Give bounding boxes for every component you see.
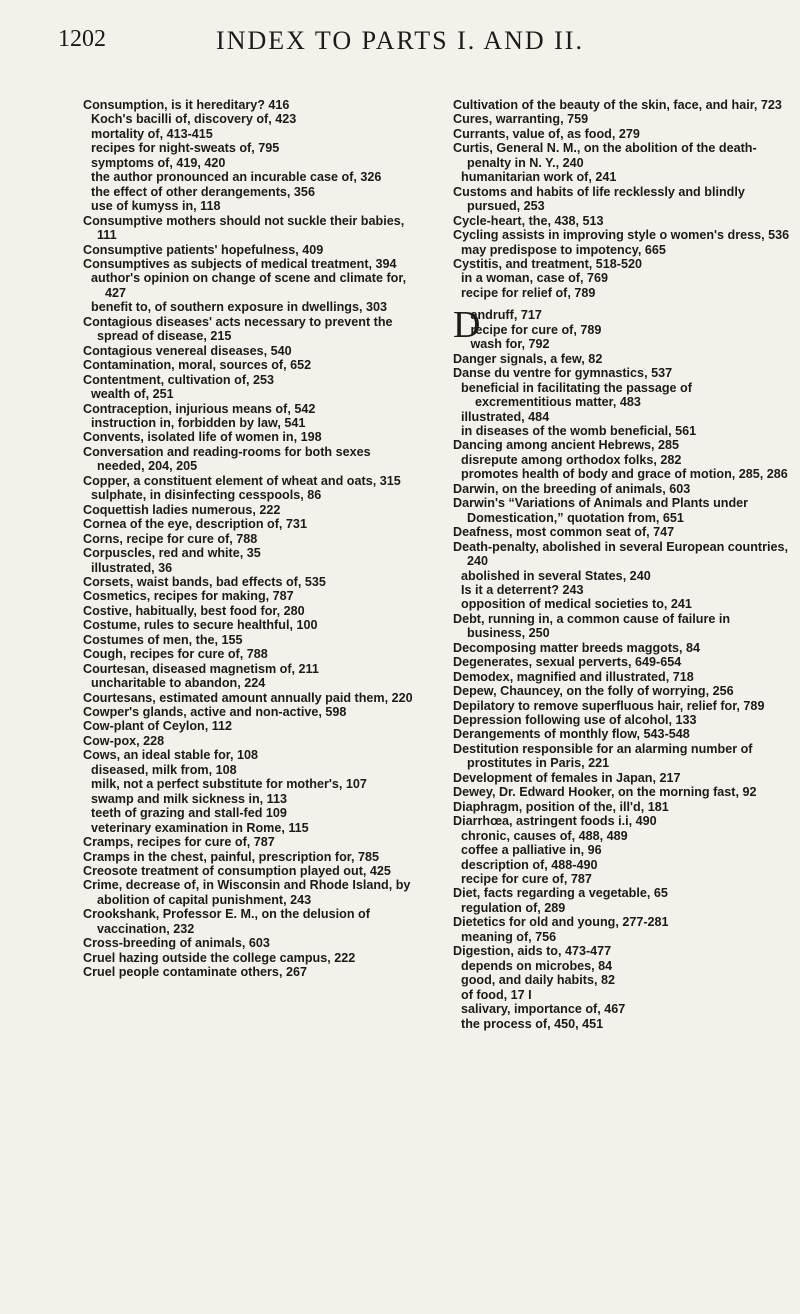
- index-entry: Cystitis, and treatment, 518-520: [453, 256, 642, 271]
- index-subentry: illustrated, 36: [91, 560, 173, 575]
- index-entry: Diaphragm, position of the, ill'd, 181: [453, 799, 669, 814]
- index-subentry: beneficial in facilitating the passage of excrementitious matter, 483: [461, 380, 692, 410]
- index-subentry: Koch's bacilli of, discovery of, 423: [91, 112, 297, 127]
- index-entry: Demodex, magnified and illustrated, 718: [453, 669, 694, 684]
- index-subentry: coffee a palliative in, 96: [461, 843, 602, 858]
- index-entry: Contamination, moral, sources of, 652: [83, 358, 312, 373]
- index-entry: Depew, Chauncey, on the folly of worrying, 256: [453, 684, 734, 699]
- index-entry: Contagious diseases' acts necessary to prevent the spread of disease, 215: [83, 314, 393, 344]
- index-entry: Consumptive patients' hopefulness, 409: [83, 242, 324, 257]
- index-subentry: meaning of, 756: [461, 929, 557, 944]
- index-subentry: chronic, causes of, 488, 489: [461, 828, 628, 843]
- index-entry: Darwin, on the breeding of animals, 603: [453, 481, 691, 496]
- index-entry: Crookshank, Professor E. M., on the delusion of vaccination, 232: [83, 907, 370, 936]
- index-entry: Creosote treatment of consumption played out, 425: [83, 864, 391, 879]
- index-subentry: salivary, importance of, 467: [461, 1002, 626, 1017]
- index-entry: Cross-breeding of animals, 603: [83, 936, 270, 951]
- running-title: INDEX TO PARTS I. AND II.: [216, 26, 584, 55]
- index-subentry: disrepute among orthodox folks, 282: [461, 452, 682, 467]
- index-entry: Cornea of the eye, description of, 731: [83, 517, 307, 532]
- index-entry: Consumptive mothers should not suckle their babies, 111: [83, 213, 405, 243]
- index-entry: Currants, value of, as food, 279: [453, 126, 640, 141]
- index-subentry: regulation of, 289: [461, 900, 566, 915]
- index-subentry: author's opinion on change of scene and climate for, 427: [91, 271, 407, 300]
- index-entry: Development of females in Japan, 217: [453, 770, 681, 785]
- index-entry: Corpuscles, red and white, 35: [83, 546, 261, 561]
- index-entry: Darwin's “Variations of Animals and Plants under Domestication,” quotation from, 651: [453, 496, 749, 525]
- index-entry: Curtis, General N. M., on the abolition of the death-penalty in N. Y., 240: [453, 141, 757, 170]
- index-subentry: abolished in several States, 240: [461, 568, 651, 583]
- index-subentry: illustrated, 484: [461, 409, 550, 424]
- index-column-right: [453, 98, 791, 1031]
- index-entry: Convents, isolated life of women in, 198: [83, 430, 322, 445]
- index-entry: Courtesan, diseased magnetism of, 211: [83, 661, 319, 676]
- index-subentry: opposition of medical societies to, 241: [461, 597, 692, 612]
- index-entry: Corns, recipe for cure of, 788: [83, 531, 258, 546]
- index-entry: Corsets, waist bands, bad effects of, 535: [83, 574, 326, 589]
- index-entry: Deafness, most common seat of, 747: [453, 525, 675, 540]
- index-entry: Dancing among ancient Hebrews, 285: [453, 438, 680, 453]
- index-entry: Courtesans, estimated amount annually paid them, 220: [83, 690, 413, 705]
- index-subentry: the author pronounced an incurable case of, 326: [91, 170, 382, 185]
- index-entry: Digestion, aids to, 473-477: [453, 944, 612, 959]
- index-entry: Derangements of monthly flow, 543-548: [453, 727, 690, 742]
- index-entry: Consumptives as subjects of medical treatment, 394: [83, 256, 397, 271]
- index-entry-text: andruff, 717: [470, 308, 542, 323]
- index-subentry: wash for, 792: [470, 337, 550, 352]
- index-entry: Crime, decrease of, in Wisconsin and Rhode Island, by abolition of capital punishment, 243: [83, 878, 411, 907]
- index-entry: Customs and habits of life recklessly and blindly pursued, 253: [453, 184, 745, 214]
- index-entry: Costive, habitually, best food for, 280: [83, 603, 305, 618]
- index-entry: Diet, facts regarding a vegetable, 65: [453, 886, 668, 901]
- index-subentry: instruction in, forbidden by law, 541: [91, 415, 306, 430]
- index-subentry: in a woman, case of, 769: [461, 271, 608, 286]
- index-subentry: uncharitable to abandon, 224: [91, 676, 266, 691]
- index-entry: Diarrhœa, astringent foods i.i, 490: [453, 814, 657, 829]
- index-subentry: depends on microbes, 84: [461, 958, 613, 973]
- index-entry: Coquettish ladies numerous, 222: [83, 502, 281, 517]
- index-column-left: [83, 98, 421, 980]
- index-entry: Cosmetics, recipes for making, 787: [83, 589, 294, 604]
- index-entry: Cows, an ideal stable for, 108: [83, 748, 258, 763]
- index-entry: Dietetics for old and young, 277-281: [453, 915, 669, 930]
- index-subentry: the effect of other derangements, 356: [91, 184, 315, 199]
- index-entry: Depression following use of alcohol, 133: [453, 713, 697, 728]
- index-subentry: veterinary examination in Rome, 115: [91, 820, 309, 835]
- index-entry: Cures, warranting, 759: [453, 112, 589, 127]
- index-entry: Cough, recipes for cure of, 788: [83, 647, 268, 662]
- index-entry: Cramps in the chest, painful, prescription for, 785: [83, 849, 380, 864]
- page-header: [58, 26, 742, 66]
- index-entry: Death-penalty, abolished in several European countries, 240: [453, 539, 788, 569]
- index-entry: Cruel hazing outside the college campus, 222: [83, 950, 356, 965]
- index-subentry: wealth of, 251: [91, 387, 174, 402]
- index-entry: Degenerates, sexual perverts, 649-654: [453, 655, 682, 670]
- index-subentry: milk, not a perfect substitute for mother's, 107: [91, 777, 367, 792]
- index-entry: Decomposing matter breeds maggots, 84: [453, 640, 701, 655]
- index-subentry: mortality of, 413-415: [91, 126, 213, 141]
- index-entry: Destitution responsible for an alarming number of prostitutes in Paris, 221: [453, 741, 753, 771]
- index-entry: Depilatory to remove superfluous hair, relief for, 789: [453, 698, 765, 713]
- index-subentry: recipe for cure of, 787: [461, 872, 592, 887]
- index-entry: Contentment, cultivation of, 253: [83, 372, 275, 387]
- index-subentry: may predispose to impotency, 665: [461, 242, 666, 257]
- index-entry: Costumes of men, the, 155: [83, 632, 243, 647]
- index-subentry: good, and daily habits, 82: [461, 973, 615, 988]
- index-subentry: use of kumyss in, 118: [91, 199, 221, 214]
- index-entry: Cramps, recipes for cure of, 787: [83, 835, 275, 850]
- index-entry: Cow-plant of Ceylon, 112: [83, 719, 233, 734]
- index-subentry: description of, 488-490: [461, 857, 598, 872]
- index-entry: Contagious venereal diseases, 540: [83, 343, 292, 358]
- index-subentry: sulphate, in disinfecting cesspools, 86: [91, 488, 322, 503]
- index-subentry: recipe for relief of, 789: [461, 285, 596, 300]
- index-entry: Danse du ventre for gymnastics, 537: [453, 366, 673, 381]
- index-entry: Debt, running in, a common cause of failure in business, 250: [453, 611, 731, 641]
- index-entry: Cow-pox, 228: [83, 733, 165, 748]
- index-entry: Costume, rules to secure healthful, 100: [83, 618, 318, 633]
- index-subentry: teeth of grazing and stall-fed 109: [91, 806, 287, 821]
- index-entry: Cycling assists in improving style o women's dress, 536: [453, 228, 790, 243]
- index-entry: Cultivation of the beauty of the skin, face, and hair, 723: [453, 98, 782, 112]
- index-entry: Cruel people contaminate others, 267: [83, 965, 307, 980]
- index-subentry: humanitarian work of, 241: [461, 170, 617, 185]
- index-entry: Dewey, Dr. Edward Hooker, on the morning fast, 92: [453, 785, 757, 800]
- index-entry: Conversation and reading-rooms for both sexes needed, 204, 205: [83, 444, 371, 474]
- index-subentry: swamp and milk sickness in, 113: [91, 791, 288, 806]
- index-entry: Contraception, injurious means of, 542: [83, 401, 316, 416]
- section-letter-d: D: [453, 304, 481, 347]
- index-subentry: recipes for night-sweats of, 795: [91, 141, 280, 156]
- index-subentry: recipe for cure of, 789: [470, 322, 602, 337]
- index-entry: Danger signals, a few, 82: [453, 351, 603, 366]
- index-subentry: benefit to, of southern exposure in dwellings, 303: [91, 300, 387, 315]
- index-entry: Cowper's glands, active and non-active, 598: [83, 705, 347, 720]
- page-number: 1202: [58, 26, 106, 52]
- index-subentry: symptoms of, 419, 420: [91, 155, 226, 170]
- index-subentry: diseased, milk from, 108: [91, 762, 237, 777]
- index-subentry: promotes health of body and grace of motion, 285, 286: [461, 467, 788, 482]
- index-subentry: in diseases of the womb beneficial, 561: [461, 423, 697, 438]
- index-entry: Copper, a constituent element of wheat and oats, 315: [83, 473, 401, 488]
- index-entry: Cycle-heart, the, 438, 513: [453, 213, 604, 228]
- index-subentry: Is it a deterrent? 243: [461, 582, 584, 597]
- index-subentry: the process of, 450, 451: [461, 1016, 604, 1031]
- index-entry: Consumption, is it hereditary? 416: [83, 98, 290, 112]
- index-subentry: of food, 17 I: [461, 987, 532, 1002]
